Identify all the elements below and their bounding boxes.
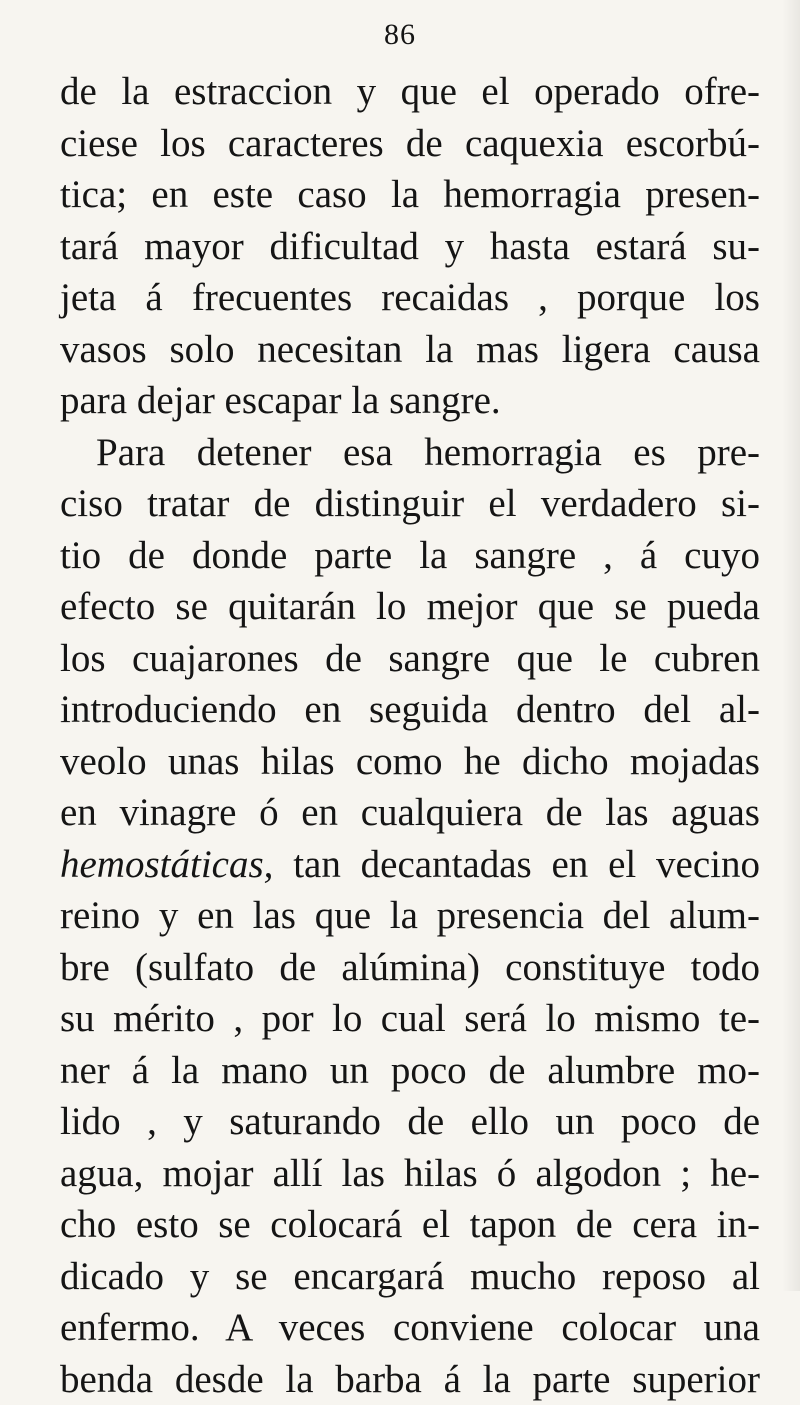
- text-line: veolo unas hilas como he dicho mojadas: [60, 736, 760, 788]
- text-line: jeta á frecuentes recaidas , porque los: [60, 272, 760, 324]
- text-line: tio de donde parte la sangre , á cuyo: [60, 530, 760, 582]
- text-line: efecto se quitarán lo mejor que se pueda: [60, 581, 760, 633]
- text-line-with-italic: [60, 839, 760, 891]
- text-line: ciso tratar de distinguir el verdadero si-: [60, 478, 760, 530]
- text-line: los cuajarones de sangre que le cubren: [60, 633, 760, 685]
- text-line: ciese los caracteres de caquexia escorbú-: [60, 118, 760, 170]
- text-line: agua, mojar allí las hilas ó algodon ; he-: [60, 1148, 760, 1200]
- text-line: su mérito , por lo cual será lo mismo te-: [60, 993, 760, 1045]
- text-line: cho esto se colocará el tapon de cera in-: [60, 1199, 760, 1251]
- text-line: lido , y saturando de ello un poco de: [60, 1096, 760, 1148]
- body-text: [60, 66, 760, 1405]
- text-line: de la estraccion y que el operado ofre-: [60, 66, 760, 118]
- text-line: tica; en este caso la hemorragia presen-: [60, 169, 760, 221]
- text-line: Para detener esa hemorragia es pre-: [60, 427, 760, 479]
- text-line: dicado y se encargará mucho reposo al: [60, 1251, 760, 1303]
- text-line: bre (sulfato de alúmina) constituye todo: [60, 942, 760, 994]
- page-edge-shadow: [782, 0, 800, 1291]
- text-line: enfermo. A veces conviene colocar una: [60, 1302, 760, 1354]
- page-number: 86: [0, 18, 800, 52]
- text-line-rest: tan decantadas en el vecino: [293, 843, 760, 886]
- text-line: en vinagre ó en cualquiera de las aguas: [60, 787, 760, 839]
- text-line: vasos solo necesitan la mas ligera causa: [60, 324, 760, 376]
- text-line: ner á la mano un poco de alumbre mo-: [60, 1045, 760, 1097]
- text-line: reino y en las que la presencia del alum-: [60, 890, 760, 942]
- text-line: benda desde la barba á la parte superior: [60, 1354, 760, 1405]
- text-line: para dejar escapar la sangre.: [60, 375, 760, 427]
- italic-term: hemostáticas,: [60, 843, 273, 886]
- text-line: introduciendo en seguida dentro del al-: [60, 684, 760, 736]
- text-line: tará mayor dificultad y hasta estará su-: [60, 221, 760, 273]
